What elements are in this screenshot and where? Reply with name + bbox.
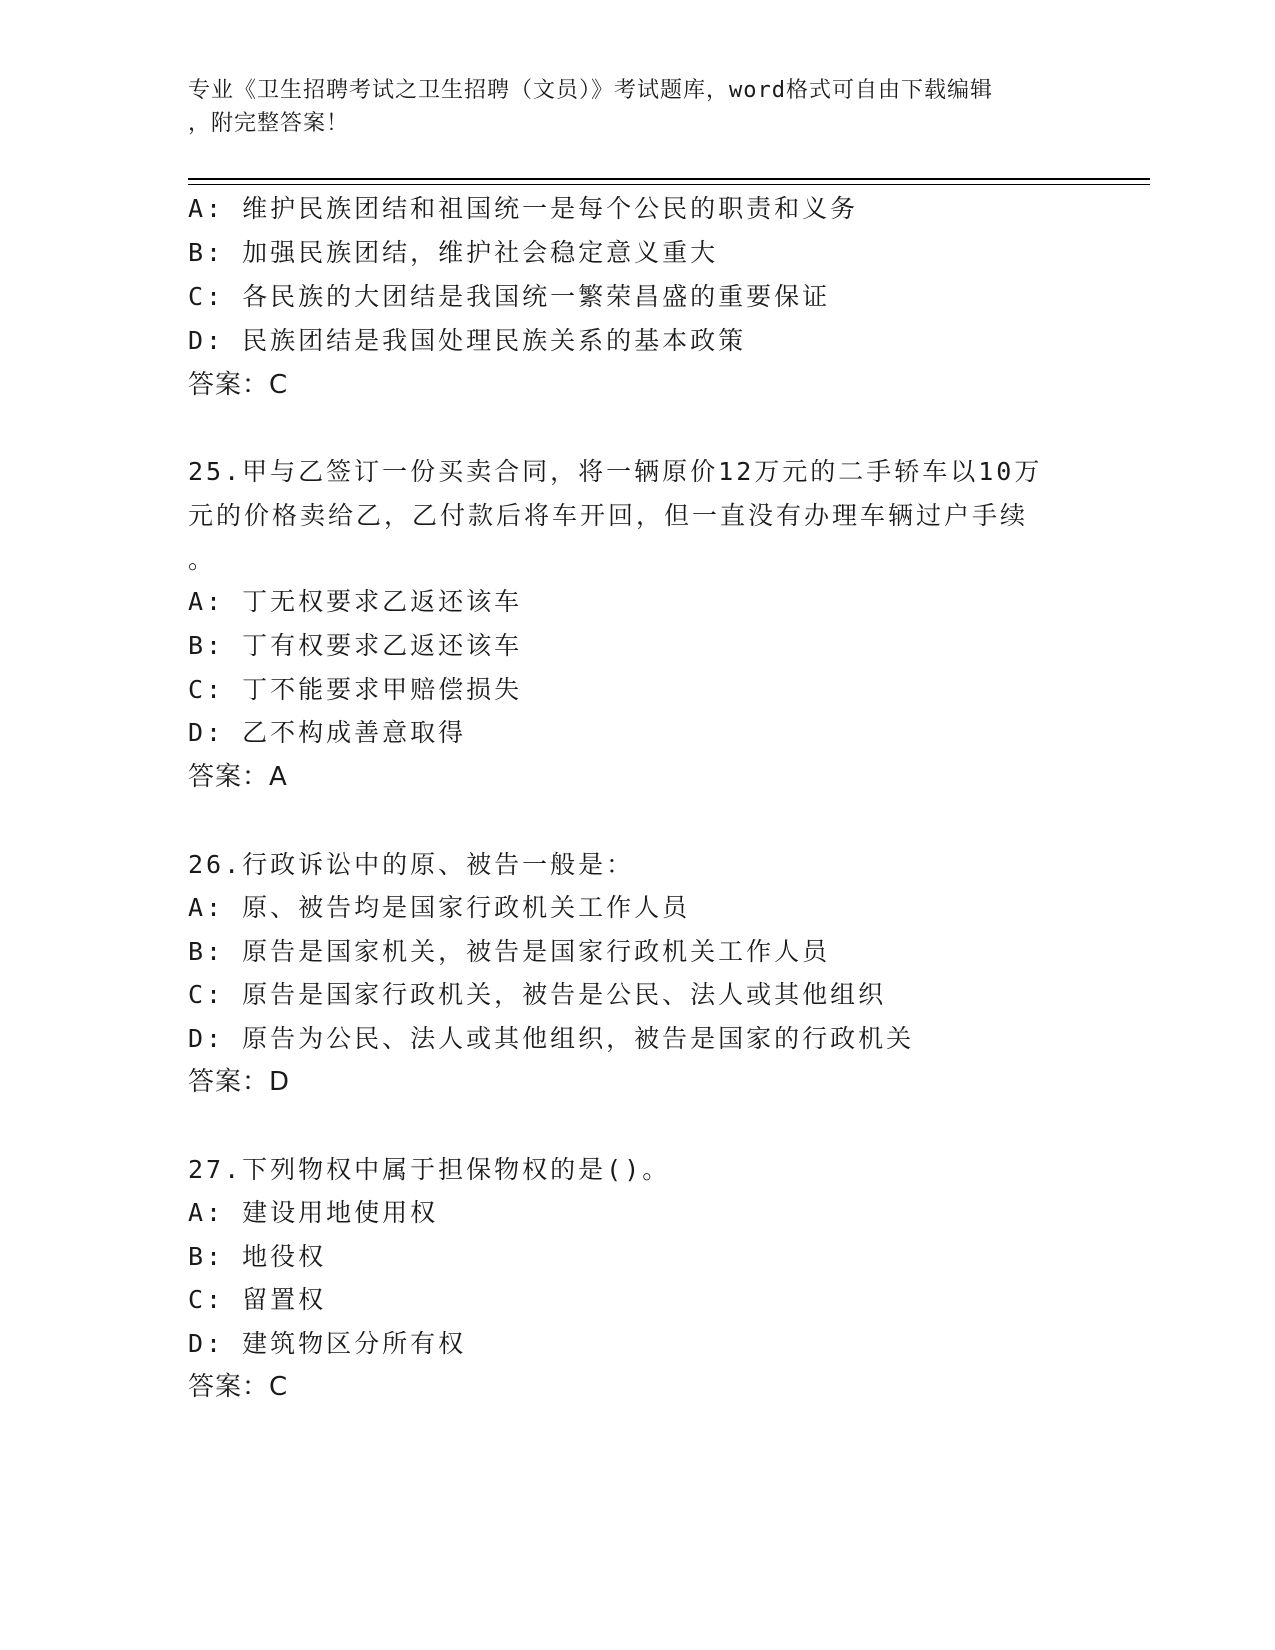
document-header	[188, 74, 1088, 140]
q24-answer: 答案：C	[188, 370, 289, 400]
q25-option-a: A: 丁无权要求乙返还该车	[188, 587, 523, 616]
q26-option-a: A: 原、被告均是国家行政机关工作人员	[188, 893, 691, 922]
q26-option-b: B: 原告是国家机关，被告是国家行政机关工作人员	[188, 937, 831, 966]
header-rule-thick	[188, 178, 1150, 180]
q24-option-a: A: 维护民族团结和祖国统一是每个公民的职责和义务	[188, 194, 859, 223]
header-line-1: 专业《卫生招聘考试之卫生招聘（文员）》考试题库，word格式可自由下载编辑	[188, 78, 993, 103]
q25-stem-line-2: 元的价格卖给乙，乙付款后将车开回，但一直没有办理车辆过户手续	[188, 501, 1029, 530]
q25-option-b: B: 丁有权要求乙返还该车	[188, 631, 523, 660]
q27-option-c: C: 留置权	[188, 1285, 327, 1314]
q26-option-c: C: 原告是国家行政机关，被告是公民、法人或其他组织	[188, 980, 887, 1009]
q27-stem: 27.下列物权中属于担保物权的是()。	[188, 1155, 671, 1184]
q25-option-c: C: 丁不能要求甲赔偿损失	[188, 675, 523, 704]
q26-option-d: D: 原告为公民、法人或其他组织，被告是国家的行政机关	[188, 1024, 915, 1053]
q26-stem: 26.行政诉讼中的原、被告一般是：	[188, 850, 635, 879]
q24-option-c: C: 各民族的大团结是我国统一繁荣昌盛的重要保证	[188, 282, 831, 311]
q27-option-a: A: 建设用地使用权	[188, 1198, 439, 1227]
header-rule-thin	[188, 184, 1150, 185]
q25-stem-line-1: 25.甲与乙签订一份买卖合同，将一辆原价12万元的二手轿车以10万	[188, 457, 1043, 486]
header-line-2: ，附完整答案！	[188, 111, 350, 136]
q25-option-d: D: 乙不构成善意取得	[188, 718, 467, 747]
q25-stem-line-3: 。	[188, 545, 217, 574]
q24-option-d: D: 民族团结是我国处理民族关系的基本政策	[188, 326, 747, 355]
q27-answer: 答案：C	[188, 1372, 289, 1402]
q26-answer: 答案：D	[188, 1067, 291, 1097]
q24-option-b: B: 加强民族团结，维护社会稳定意义重大	[188, 238, 719, 267]
q25-answer: 答案：A	[188, 762, 288, 792]
q27-option-d: D: 建筑物区分所有权	[188, 1329, 467, 1358]
q27-option-b: B: 地役权	[188, 1242, 327, 1271]
